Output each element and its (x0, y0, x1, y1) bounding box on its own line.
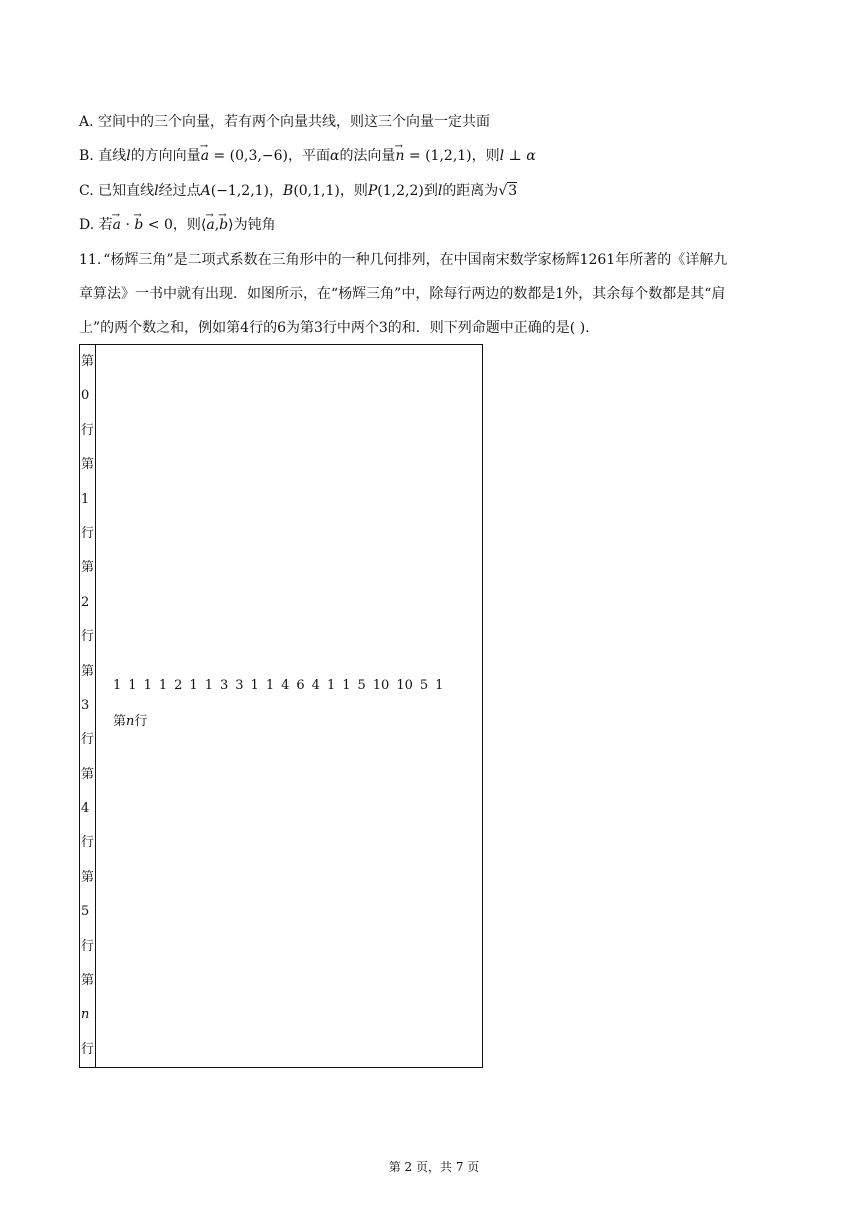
vertical-char: 第 (81, 973, 95, 989)
triangle-values (113, 678, 450, 693)
math-var: α (526, 148, 536, 164)
triangle-value: 1 (189, 678, 198, 693)
triangle-value: 1 (158, 678, 168, 693)
math-var: α (329, 148, 340, 164)
triangle-value: 1 (113, 678, 122, 693)
question-11-line-1 (79, 250, 727, 270)
vector-a: → a (113, 217, 121, 233)
option-label: A. (79, 114, 94, 130)
vertical-char: 第 (81, 354, 95, 369)
vertical-char: 第 (81, 663, 95, 679)
triangle-value: 2 (174, 678, 183, 693)
vertical-char: 4 (81, 801, 90, 817)
triangle-values-cell (96, 345, 483, 1068)
triangle-value: 5 (419, 678, 429, 693)
triangle-value: 5 (357, 678, 366, 693)
text-part: < 0，则⟨ (143, 217, 207, 233)
vertical-char: 行 (81, 835, 95, 851)
text-part: 直线 (98, 148, 127, 164)
triangle-value: 10 (372, 678, 390, 693)
text-part: = (1,2,1)，则 (404, 148, 500, 164)
question-text: 上”的两个数之和，例如第4行的6为第3行中两个3的和．则下列命题中正确的是( ). (79, 320, 590, 336)
yanghui-triangle-table (79, 344, 483, 1068)
point-p: P (367, 183, 378, 199)
option-text: 空间中的三个向量，若有两个向量共线，则这三个向量一定共面 (98, 114, 491, 130)
question-text: “杨辉三角”是二项式系数在三角形中的一种几何排列，在中国南宋数学家杨辉1261年所著的《详解九 (103, 252, 728, 268)
triangle-value: 1 (265, 678, 275, 693)
text-part: 的法向量 (339, 148, 396, 164)
vertical-char: n (81, 1007, 90, 1023)
vertical-char: 第 (81, 869, 95, 885)
vertical-char: 0 (81, 388, 90, 404)
vertical-char: 2 (81, 594, 90, 610)
vector-b: → b (134, 217, 143, 233)
sqrt-value: 3 (508, 183, 518, 199)
vertical-char: 行 (81, 938, 95, 954)
math-var: l (154, 183, 159, 199)
option-label: C. (79, 183, 94, 199)
vertical-char: 第 (81, 457, 95, 473)
vector-b: → b (219, 217, 228, 233)
vertical-char: 第 (81, 560, 95, 576)
triangle-value: 1 (128, 678, 137, 693)
nth-var: n (126, 714, 135, 729)
triangle-value: 3 (235, 678, 244, 693)
text-part: 的距离为 (442, 183, 499, 199)
triangle-value: 10 (396, 678, 413, 693)
triangle-value: 1 (342, 678, 351, 693)
text-part: 若 (98, 217, 113, 233)
perp-symbol: ⊥ (504, 148, 527, 164)
question-number: 11. (79, 252, 102, 268)
triangle-value: 1 (143, 678, 152, 693)
triangle-value: 1 (204, 678, 213, 693)
point-b: B (283, 183, 294, 199)
nth-prefix: 第 (113, 714, 127, 729)
vector-a: → a (206, 217, 214, 233)
triangle-value: 4 (281, 678, 290, 693)
option-label: D. (79, 217, 95, 233)
vertical-char: 1 (81, 491, 90, 507)
math-var: l (126, 148, 131, 164)
option-c (79, 181, 517, 201)
text-part: (1,2,2)到 (377, 183, 438, 199)
vector-n: → n (395, 148, 404, 164)
triangle-value: 1 (435, 678, 444, 693)
vertical-char: 5 (81, 904, 90, 920)
triangle-value: 6 (296, 678, 305, 693)
text-part: 已知直线 (98, 183, 155, 199)
option-label: B. (79, 148, 94, 164)
option-d (79, 215, 276, 235)
triangle-value: 1 (250, 678, 259, 693)
question-11-line-2 (79, 284, 725, 304)
text-part: ⟩为钝角 (228, 217, 276, 233)
dot-symbol: · (121, 217, 135, 233)
nth-suffix: 行 (134, 714, 148, 729)
vertical-char: 行 (81, 1041, 95, 1057)
vertical-char: 3 (81, 697, 90, 713)
vertical-char: 行 (81, 629, 95, 645)
text-part: = (0,3,−6)，平面 (209, 148, 330, 164)
vertical-char: 行 (81, 422, 95, 438)
option-a (79, 112, 490, 132)
option-b (79, 146, 536, 166)
vertical-char: 行 (81, 732, 95, 748)
math-var: l (499, 148, 505, 164)
text-part: (0,1,1)，则 (293, 183, 368, 199)
sqrt-icon: √ (498, 183, 508, 199)
question-text: 章算法》一书中就有出现．如图所示，在“杨辉三角”中，除每行两边的数都是1外，其余每个数都是其“肩 (79, 286, 726, 302)
vertical-char: 第 (81, 766, 95, 782)
row-labels-column (80, 345, 96, 1068)
triangle-value: 3 (219, 678, 229, 693)
math-var: l (437, 183, 443, 199)
text-part: , (214, 217, 220, 233)
question-11-line-3 (79, 318, 590, 338)
vertical-row-labels (80, 345, 95, 1067)
text-part: (−1,2,1)， (210, 183, 284, 199)
triangle-value: 4 (311, 678, 320, 693)
text-part: 的方向向量 (130, 148, 201, 164)
triangle-value: 1 (326, 678, 336, 693)
nth-row-label (113, 710, 147, 729)
vector-a: → a (201, 148, 209, 164)
point-a: A (200, 183, 211, 199)
text-part: 经过点 (158, 183, 201, 199)
page-footer: 第 2 页，共 7 页 (388, 1160, 480, 1174)
vertical-char: 行 (81, 525, 95, 541)
